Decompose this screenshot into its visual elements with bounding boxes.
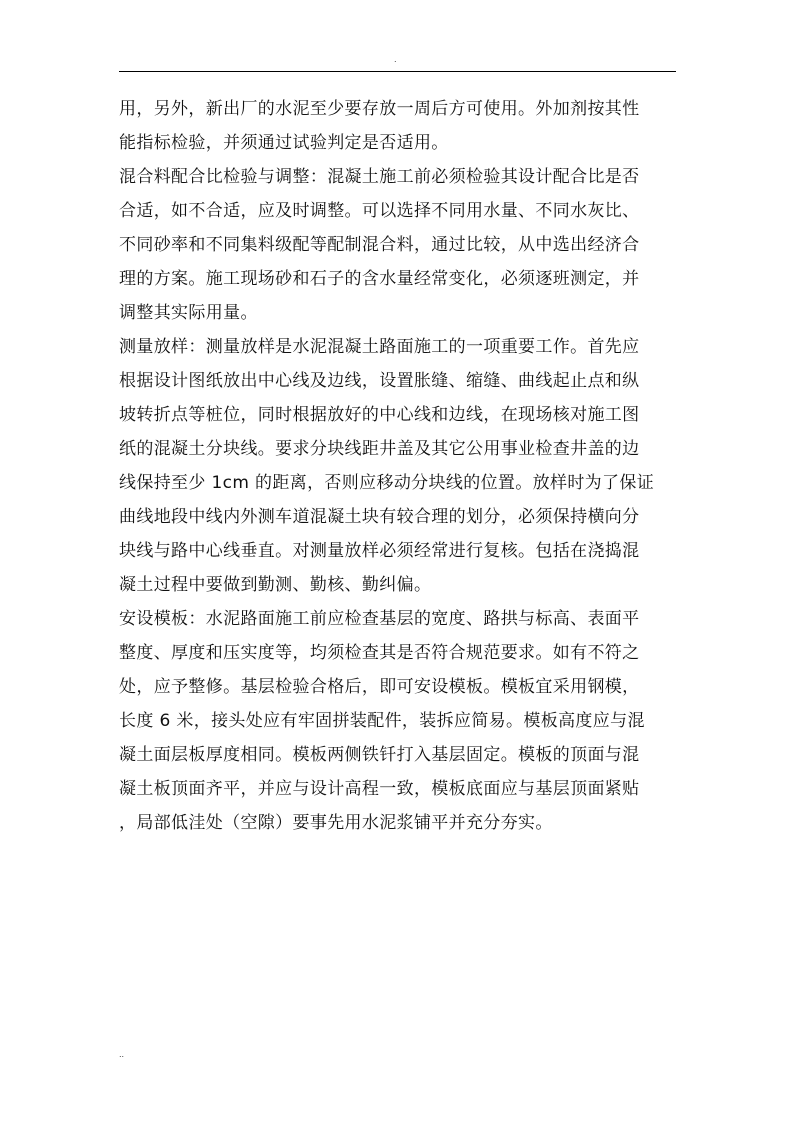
- text-line: 调整其实际用量。: [119, 303, 258, 323]
- text-line: 凝土板顶面齐平，并应与设计高程一致，模板底面应与基层顶面紧贴: [119, 779, 640, 799]
- document-body: [119, 99, 681, 833]
- text-line: 合适，如不合适，应及时调整。可以选择不同用水量、不同水灰比、: [119, 201, 640, 221]
- text-line: 长度 6 米，接头处应有牢固拼装配件，装拆应简易。模板高度应与混: [119, 711, 645, 731]
- header-rule: [119, 71, 676, 72]
- text-line: 用，另外，新出厂的水泥至少要存放一周后方可使用。外加剂按其性: [119, 99, 640, 119]
- text-line: 混合料配合比检验与调整：混凝土施工前必须检验其设计配合比是否: [119, 167, 640, 187]
- text-line: 曲线地段中线内外测车道混凝土块有较合理的划分，必须保持横向分: [119, 507, 640, 527]
- text-line: 纸的混凝土分块线。要求分块线距井盖及其它公用事业检查井盖的边: [119, 439, 640, 459]
- text-line: 根据设计图纸放出中心线及边线，设置胀缝、缩缝、曲线起止点和纵: [119, 371, 640, 391]
- text-line: 理的方案。施工现场砂和石子的含水量经常变化，必须逐班测定，并: [119, 269, 640, 289]
- text-line: 处，应予整修。基层检验合格后，即可安设模板。模板宜采用钢模，: [119, 677, 640, 697]
- text-line: 测量放样：测量放样是水泥混凝土路面施工的一项重要工作。首先应: [119, 337, 640, 357]
- text-line: 凝土面层板厚度相同。模板两侧铁钎打入基层固定。模板的顶面与混: [119, 745, 640, 765]
- text-line: 安设模板：水泥路面施工前应检查基层的宽度、路拱与标高、表面平: [119, 609, 640, 629]
- text-line: 坡转折点等桩位，同时根据放好的中心线和边线，在现场核对施工图: [119, 405, 640, 425]
- text-line: 线保持至少 1cm 的距离，否则应移动分块线的位置。放样时为了保证: [119, 473, 655, 493]
- text-line: 整度、厚度和压实度等，均须检查其是否符合规范要求。如有不符之: [119, 643, 640, 663]
- header-mark: .: [394, 55, 397, 64]
- text-line: 块线与路中心线垂直。对测量放样必须经常进行复核。包括在浇捣混: [119, 541, 640, 561]
- text-line: ，局部低洼处（空隙）要事先用水泥浆铺平并充分夯实。: [119, 813, 553, 833]
- text-line: 凝土过程中要做到勤测、勤核、勤纠偏。: [119, 575, 432, 595]
- text-line: 不同砂率和不同集料级配等配制混合料，通过比较，从中选出经济合: [119, 235, 640, 255]
- footer-mark: ..: [119, 1050, 125, 1059]
- text-line: 能指标检验，并须通过试验判定是否适用。: [119, 133, 449, 153]
